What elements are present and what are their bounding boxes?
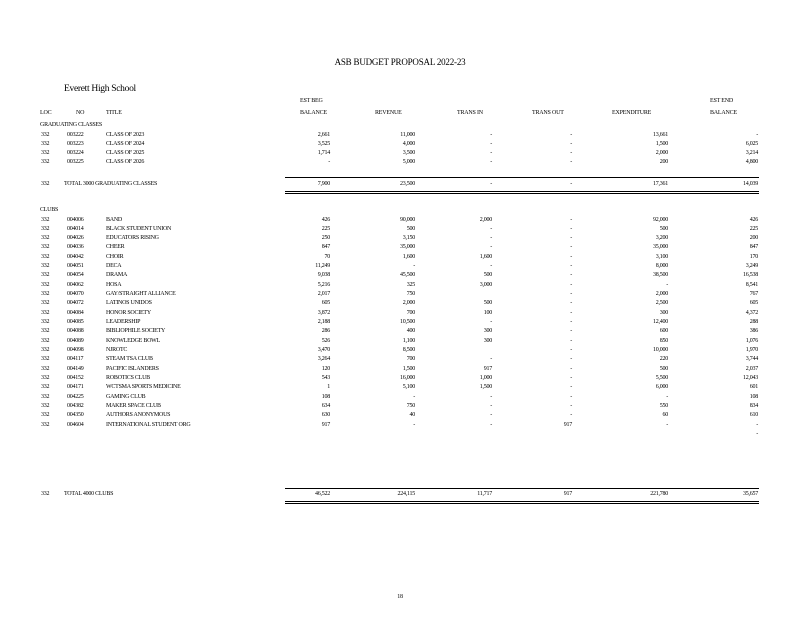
cell-tin: -: [490, 356, 492, 363]
cell-end: 200: [749, 235, 758, 242]
cell-rev: -: [413, 393, 415, 400]
cell-tout: -: [570, 346, 572, 353]
cell-exp: 500: [659, 225, 668, 232]
cell-rev: 90,000: [400, 216, 415, 223]
cell-loc: 332: [41, 374, 50, 381]
cell-tout: -: [570, 253, 572, 260]
cell-loc: 332: [41, 356, 50, 363]
cell-tout: -: [570, 393, 572, 400]
cell-beg: 70: [324, 253, 330, 260]
cell-no: 004089: [67, 337, 84, 344]
cell-end: 847: [749, 244, 758, 251]
cell-beg: 250: [321, 235, 330, 242]
cell-rev: 16,000: [400, 374, 415, 381]
cell-beg: 630: [321, 412, 330, 419]
cell-tout: -: [570, 281, 572, 288]
cell-tout: -: [570, 319, 572, 326]
cell-loc: 332: [41, 272, 50, 279]
cell-end: 3,249: [745, 263, 758, 270]
cell-tin: -: [490, 131, 492, 138]
cell-no: 004604: [67, 421, 84, 428]
cell-rev: 400: [406, 328, 415, 335]
cell-tin: 500: [483, 272, 492, 279]
cell-tin: -: [490, 140, 492, 147]
cell-beg: 605: [321, 300, 330, 307]
cell-exp: 3,200: [655, 235, 668, 242]
cell-beg: 847: [321, 244, 330, 251]
cell-tin: 300: [483, 328, 492, 335]
cell-title: LATINOS UNIDOS: [106, 300, 152, 307]
cell-no: 004382: [67, 402, 84, 409]
cell-exp: 2,000: [655, 291, 668, 298]
cell-beg: 543: [321, 374, 330, 381]
cell-title: PACIFIC ISLANDERS: [106, 365, 159, 372]
cell-rev: 700: [406, 356, 415, 363]
cell-loc: 332: [41, 131, 50, 138]
cell-tout: -: [570, 235, 572, 242]
cell-exp: -: [666, 281, 668, 288]
cell-beg: 3,264: [317, 356, 330, 363]
cell-end: 1,076: [745, 337, 758, 344]
cell-rev: 35,000: [400, 244, 415, 251]
cell-no: 004062: [67, 281, 84, 288]
cell-beg: 108: [321, 393, 330, 400]
header-expenditure: EXPENDITURE: [612, 110, 652, 116]
page-title: ASB BUDGET PROPOSAL 2022-23: [334, 57, 466, 67]
total-tin: -: [490, 181, 492, 187]
cell-no: 004026: [67, 235, 84, 242]
school-name: Everett High School: [64, 84, 136, 94]
total-rule-bottom: [285, 501, 759, 502]
total-rule-bottom: [285, 503, 759, 504]
cell-loc: 332: [41, 140, 50, 147]
cell-tout: -: [570, 244, 572, 251]
total-exp: 221,780: [650, 491, 668, 497]
cell-beg: 2,017: [317, 291, 330, 298]
cell-no: 003225: [67, 159, 84, 166]
cell-beg: 11,249: [315, 263, 330, 270]
cell-title: LEADERSHIP: [106, 319, 141, 326]
cell-rev: 5,000: [402, 159, 415, 166]
cell-title: CLASS OF 2026: [106, 159, 145, 166]
cell-beg: 2,188: [317, 319, 330, 326]
cell-rev: 11,000: [400, 131, 415, 138]
cell-end: 767: [749, 291, 758, 298]
header-beg-balance: BALANCE: [300, 110, 327, 116]
cell-no: 004350: [67, 412, 84, 419]
cell-rev: 10,500: [400, 319, 415, 326]
cell-loc: 332: [41, 291, 50, 298]
cell-tin: 1,500: [479, 384, 492, 391]
cell-rev: 8,500: [402, 346, 415, 353]
cell-rev: 1,600: [402, 253, 415, 260]
cell-rev: 40: [409, 412, 415, 419]
cell-tout: -: [570, 412, 572, 419]
cell-no: 004084: [67, 309, 84, 316]
header-est-beg: [300, 98, 323, 104]
cell-exp: -: [666, 393, 668, 400]
header-est-end: [710, 98, 733, 104]
cell-end: 3,744: [745, 356, 758, 363]
cell-tout: -: [570, 365, 572, 372]
cell-end: 6,025: [745, 140, 758, 147]
total-end: 35,657: [743, 491, 758, 497]
cell-no: 004149: [67, 365, 84, 372]
cell-loc: 332: [41, 346, 50, 353]
cell-no: 004042: [67, 253, 84, 260]
cell-exp: 300: [659, 309, 668, 316]
cell-loc: 332: [41, 263, 50, 270]
cell-end: 610: [749, 412, 758, 419]
total-loc: 332: [41, 181, 50, 187]
cell-loc: 332: [41, 384, 50, 391]
cell-end: 601: [749, 384, 758, 391]
cell-tin: -: [490, 402, 492, 409]
cell-rev: 3,500: [402, 150, 415, 157]
cell-loc: 332: [41, 328, 50, 335]
cell-tin: 100: [483, 309, 492, 316]
cell-tin: 1,000: [479, 374, 492, 381]
cell-tout: -: [570, 356, 572, 363]
cell-rev: 325: [406, 281, 415, 288]
cell-loc: 332: [41, 412, 50, 419]
cell-end: -: [756, 131, 758, 138]
cell-tin: -: [490, 412, 492, 419]
cell-rev: 45,500: [400, 272, 415, 279]
header-est-end-line1: EST END: [710, 98, 733, 104]
cell-beg: -: [328, 159, 330, 166]
cell-rev: 750: [406, 402, 415, 409]
header-loc: LOC: [40, 110, 52, 116]
cell-end: 2,037: [745, 365, 758, 372]
cell-no: 004088: [67, 328, 84, 335]
total-beg: 7,900: [317, 181, 330, 187]
cell-title: CLASS OF 2025: [106, 150, 145, 157]
cell-exp: 92,000: [653, 216, 668, 223]
cell-title: CHEER: [106, 244, 125, 251]
cell-title: KNOWLEDGE BOWL: [106, 337, 160, 344]
cell-loc: 332: [41, 244, 50, 251]
cell-beg: 3,470: [317, 346, 330, 353]
cell-tout: 917: [563, 421, 572, 428]
cell-title: GAY/STRAIGHT ALLIANCE: [106, 291, 176, 298]
cell-beg: 286: [321, 328, 330, 335]
header-est-beg-line1: EST BEG: [300, 98, 323, 104]
cell-tout: -: [570, 216, 572, 223]
cell-beg: 426: [321, 216, 330, 223]
cell-title: EDUCATORS RISING: [106, 235, 159, 242]
cell-loc: 332: [41, 337, 50, 344]
cell-tout: -: [570, 291, 572, 298]
cell-tout: -: [570, 384, 572, 391]
cell-exp: 200: [659, 159, 668, 166]
cell-end: 4,372: [745, 309, 758, 316]
cell-tout: -: [570, 300, 572, 307]
cell-tin: -: [490, 263, 492, 270]
total-rule-bottom: [285, 193, 759, 194]
cell-no: 003224: [67, 150, 84, 157]
cell-exp: 550: [659, 402, 668, 409]
cell-title: HOSA: [106, 281, 122, 288]
cell-exp: 35,000: [653, 244, 668, 251]
cell-no: 003222: [67, 131, 84, 138]
cell-loc: 332: [41, 421, 50, 428]
cell-exp: 3,100: [655, 253, 668, 260]
cell-title: WCTSMA SPORTS MEDICINE: [106, 384, 181, 391]
cell-tout: -: [570, 402, 572, 409]
cell-beg: 2,661: [317, 131, 330, 138]
cell-no: 004051: [67, 263, 84, 270]
cell-rev: 750: [406, 291, 415, 298]
header-no: NO: [76, 110, 85, 116]
header-revenue: REVENUE: [375, 110, 402, 116]
cell-tout: -: [570, 131, 572, 138]
cell-no: 004152: [67, 374, 84, 381]
cell-tin: -: [490, 159, 492, 166]
cell-exp: 38,500: [653, 272, 668, 279]
cell-beg: 1,714: [317, 150, 330, 157]
cell-no: 004171: [67, 384, 84, 391]
cell-exp: 2,000: [655, 150, 668, 157]
cell-no: 004085: [67, 319, 84, 326]
cell-no: 004054: [67, 272, 84, 279]
total-rule-top: [285, 488, 759, 489]
cell-loc: 332: [41, 235, 50, 242]
cell-exp: -: [666, 421, 668, 428]
cell-loc: 332: [41, 393, 50, 400]
cell-end: 605: [749, 300, 758, 307]
header-title: TITLE: [106, 110, 122, 116]
cell-end: 4,800: [745, 159, 758, 166]
cell-no: 003223: [67, 140, 84, 147]
total-loc: 332: [41, 491, 50, 497]
cell-no: 004006: [67, 216, 84, 223]
cell-end: 1,970: [745, 346, 758, 353]
cell-tout: -: [570, 225, 572, 232]
page-number: 18: [397, 594, 403, 600]
total-end: 14,039: [743, 181, 758, 187]
cell-title: GAMING CLUB: [106, 393, 146, 400]
header-trans-out: TRANS OUT: [532, 110, 564, 116]
cell-exp: 220: [659, 356, 668, 363]
cell-tout: -: [570, 374, 572, 381]
cell-beg: 9,038: [317, 272, 330, 279]
cell-no: 004072: [67, 300, 84, 307]
cell-rev: 3,150: [402, 235, 415, 242]
cell-title: MAKER SPACE CLUB: [106, 402, 161, 409]
cell-title: AUTHORS ANONYMOUS: [106, 412, 171, 419]
cell-end: 225: [749, 225, 758, 232]
total-rev: 23,500: [400, 181, 415, 187]
cell-exp: 5,500: [655, 374, 668, 381]
cell-tin: -: [490, 225, 492, 232]
cell-rev: -: [413, 263, 415, 270]
cell-rev: 5,100: [402, 384, 415, 391]
cell-exp: 1,500: [655, 140, 668, 147]
cell-title: CHOIR: [106, 253, 124, 260]
cell-end: 288: [749, 319, 758, 326]
cell-no: 004036: [67, 244, 84, 251]
cell-beg: 634: [321, 402, 330, 409]
cell-title: NJROTC: [106, 346, 128, 353]
cell-no: 004014: [67, 225, 84, 232]
cell-exp: 2,500: [655, 300, 668, 307]
cell-tin: -: [490, 319, 492, 326]
cell-tout: -: [570, 272, 572, 279]
cell-loc: 332: [41, 253, 50, 260]
cell-loc: 332: [41, 216, 50, 223]
cell-end: -: [756, 421, 758, 428]
cell-no: 004070: [67, 291, 84, 298]
header-end-balance: BALANCE: [710, 110, 737, 116]
cell-rev: 700: [406, 309, 415, 316]
cell-exp: 500: [659, 365, 668, 372]
total-rule-top: [285, 177, 759, 178]
cell-tin: 917: [483, 365, 492, 372]
cell-no: 004117: [67, 356, 84, 363]
cell-loc: 332: [41, 300, 50, 307]
cell-beg: 3,525: [317, 140, 330, 147]
cell-tin: 300: [483, 337, 492, 344]
cell-rev: 2,000: [402, 300, 415, 307]
cell-loc: 332: [41, 319, 50, 326]
cell-exp: 6,000: [655, 384, 668, 391]
cell-title: STEAM TSA CLUB: [106, 356, 153, 363]
cell-no: 004225: [67, 393, 84, 400]
cell-end: 386: [749, 328, 758, 335]
cell-tin: 500: [483, 300, 492, 307]
cell-tout: -: [570, 150, 572, 157]
section-label: GRADUATING CLASSES: [40, 122, 103, 128]
cell-tout: -: [570, 263, 572, 270]
cell-end: 108: [749, 393, 758, 400]
cell-beg: 225: [321, 225, 330, 232]
cell-beg: 1: [327, 384, 330, 391]
cell-beg: 917: [321, 421, 330, 428]
cell-exp: 850: [659, 337, 668, 344]
cell-tout: -: [570, 309, 572, 316]
total-title: TOTAL 4000 CLUBS: [64, 491, 114, 497]
cell-end: 3,214: [745, 150, 758, 157]
cell-title: HONOR SOCIETY: [106, 309, 151, 316]
cell-end: 12,043: [743, 374, 758, 381]
cell-tout: -: [570, 328, 572, 335]
total-beg: 46,522: [315, 491, 330, 497]
cell-loc: 332: [41, 150, 50, 157]
cell-tin: 1,600: [479, 253, 492, 260]
cell-tin: 3,000: [479, 281, 492, 288]
cell-loc: 332: [41, 281, 50, 288]
total-title: TOTAL 3000 GRADUATING CLASSES: [64, 181, 158, 187]
cell-title: BAND: [106, 216, 123, 223]
cell-tout: -: [570, 159, 572, 166]
cell-rev: 4,000: [402, 140, 415, 147]
cell-exp: 13,661: [653, 131, 668, 138]
cell-loc: 332: [41, 225, 50, 232]
total-tin: 11,717: [477, 491, 492, 497]
cell-loc: 332: [41, 159, 50, 166]
cell-rev: -: [413, 421, 415, 428]
total-tout: -: [570, 181, 572, 187]
cell-tout: -: [570, 337, 572, 344]
cell-title: CLASS OF 2023: [106, 131, 145, 138]
section-label: CLUBS: [40, 207, 59, 213]
cell-loc: 332: [41, 365, 50, 372]
cell-tin: -: [490, 421, 492, 428]
cell-rev: 1,100: [402, 337, 415, 344]
cell-exp: 8,000: [655, 263, 668, 270]
cell-end: 834: [749, 402, 758, 409]
total-tout: 917: [563, 491, 572, 497]
cell-end: 16,538: [743, 272, 758, 279]
cell-rev: 1,500: [402, 365, 415, 372]
cell-tin: 2,000: [479, 216, 492, 223]
cell-title: CLASS OF 2024: [106, 140, 145, 147]
total-rev: 224,115: [397, 491, 415, 497]
cell-beg: 526: [321, 337, 330, 344]
total-rule-bottom: [285, 191, 759, 192]
cell-exp: 10,000: [653, 346, 668, 353]
cell-loc: 332: [41, 402, 50, 409]
header-trans-in: TRANS IN: [457, 110, 483, 116]
total-exp: 17,361: [653, 181, 668, 187]
cell-tin: -: [490, 393, 492, 400]
cell-title: BIBLIOPHILE SOCIETY: [106, 328, 166, 335]
cell-title: DRAMA: [106, 272, 128, 279]
cell-exp: 60: [662, 412, 668, 419]
cell-loc: 332: [41, 309, 50, 316]
cell-end: 426: [749, 216, 758, 223]
cell-beg: 3,872: [317, 309, 330, 316]
cell-title: ROBOTICS CLUB: [106, 374, 150, 381]
cell-tout: -: [570, 140, 572, 147]
cell-end: -: [756, 430, 758, 437]
cell-exp: 600: [659, 328, 668, 335]
cell-no: 004098: [67, 346, 84, 353]
cell-beg: 5,216: [317, 281, 330, 288]
cell-tin: -: [490, 150, 492, 157]
cell-tin: -: [490, 235, 492, 242]
cell-title: INTERNATIONAL STUDENT ORG: [106, 421, 191, 428]
cell-end: 8,541: [745, 281, 758, 288]
cell-tin: -: [490, 244, 492, 251]
cell-beg: 120: [321, 365, 330, 372]
cell-end: 170: [749, 253, 758, 260]
cell-title: BLACK STUDENT UNION: [106, 225, 172, 232]
cell-title: DECA: [106, 263, 122, 270]
cell-exp: 12,400: [653, 319, 668, 326]
cell-rev: 500: [406, 225, 415, 232]
